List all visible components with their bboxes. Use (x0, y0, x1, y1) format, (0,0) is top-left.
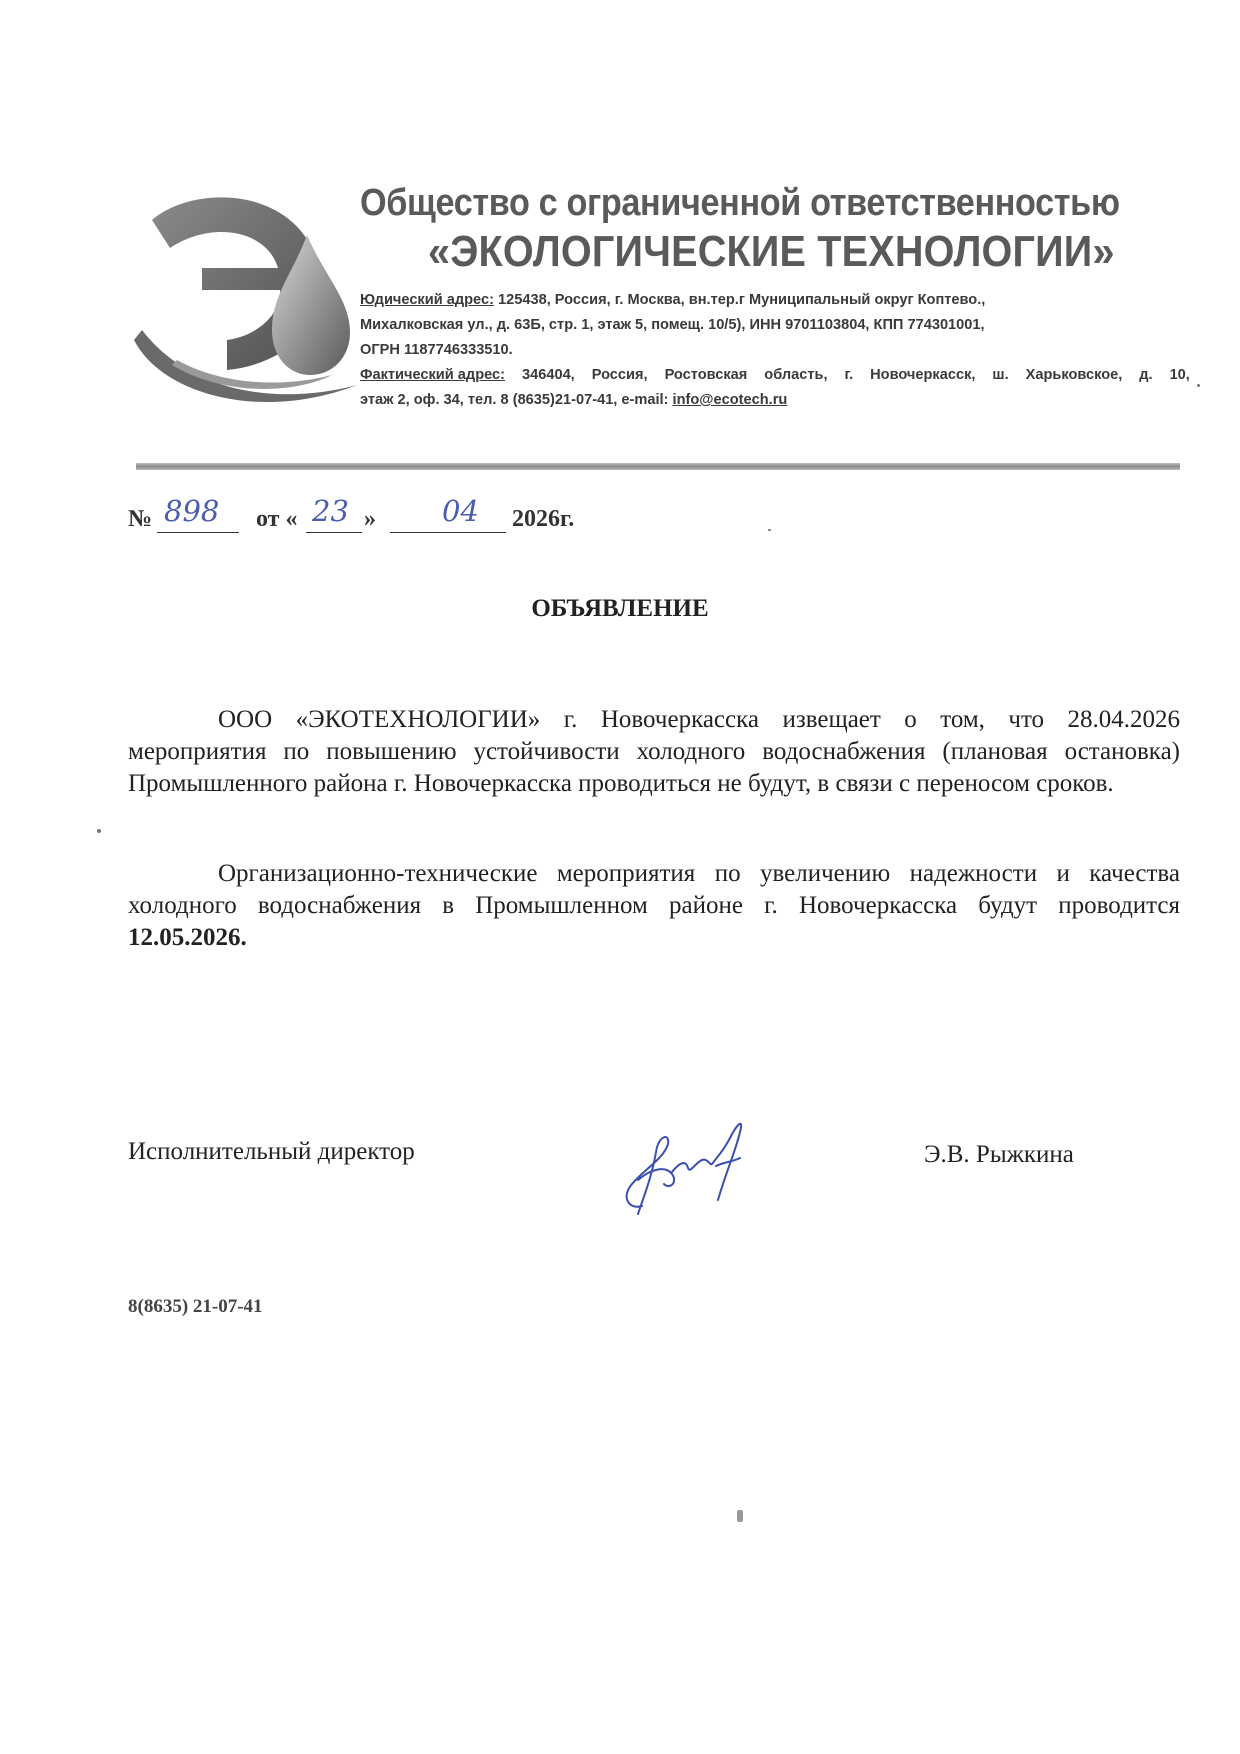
company-name-line1: Общество с ограниченной ответственностью (360, 182, 1120, 224)
company-logo-icon (132, 190, 364, 420)
email-link[interactable]: info@ecotech.ru (672, 392, 788, 408)
scan-speck (768, 529, 771, 531)
signatory-name: Э.В. Рыжкина (924, 1141, 1074, 1168)
actual-address-word: Харьковское, (1025, 367, 1123, 383)
legal-address-line3: ОГРН 1187746333510. (360, 342, 513, 358)
actual-address-word: Россия, (591, 367, 648, 383)
paragraph-2-text (128, 858, 1180, 954)
document-title: ОБЪЯВЛЕНИЕ (531, 595, 709, 622)
signatory-role: Исполнительный директор (128, 1138, 415, 1165)
announcement-paragraph-1 (128, 704, 1180, 800)
legal-address-line1 (360, 288, 1190, 313)
actual-address-line2 (360, 388, 1190, 413)
close-quote: » (364, 506, 376, 532)
actual-address-word: Ростовская (664, 367, 748, 383)
actual-address-word: 10, (1169, 367, 1190, 383)
header-divider (136, 463, 1180, 470)
handwritten-signature-icon (612, 1110, 762, 1220)
paragraph-2-body: Организационно-технические мероприятия по увеличению надежности и качества холодного водоснабжения в Промышленном районе г. Новочеркасска будут проводится (128, 860, 1180, 919)
actual-address-word: г. (844, 367, 854, 383)
actual-address-word: область, (764, 367, 828, 383)
from-label: от « (256, 506, 298, 532)
actual-address-word: Новочеркасск, (870, 367, 976, 383)
number-sign: № (128, 506, 153, 532)
contact-phone: 8(8635) 21-07-41 (128, 1296, 263, 1317)
actual-address-word: ш. (992, 367, 1009, 383)
actual-address-word: д. (1139, 367, 1153, 383)
announcement-paragraph-2 (128, 858, 1180, 954)
paragraph-1-text: ООО «ЭКОТЕХНОЛОГИИ» г. Новочеркасска извещает о том, что 28.04.2026 мероприятия по повышению устойчивости холодного водоснабжения (плановая остановка) Промышленного района г. Новочеркасска проводиться не будут, в связи с переносом сроков. (128, 706, 1180, 797)
year-text: 2026г. (512, 506, 575, 532)
new-date: 12.05.2026. (128, 924, 247, 951)
legal-address-line2: Михалковская ул., д. 63Б, стр. 1, этаж 5, помещ. 10/5), ИНН 9701103804, КПП 774301001, (360, 317, 985, 333)
actual-address-label: Фактический адрес: (360, 367, 506, 383)
day-handwritten: 23 (312, 494, 349, 528)
month-blank (390, 532, 506, 533)
company-addresses (360, 288, 1190, 413)
company-name-line2: «ЭКОЛОГИЧЕСКИЕ ТЕХНОЛОГИИ» (428, 227, 1115, 276)
legal-address-text1: 125438, Россия, г. Москва, вн.тер.г Муниципальный округ Коптево., (498, 292, 986, 308)
actual-address-text2: этаж 2, оф. 34, тел. 8 (8635)21-07-41, e-mail: (360, 392, 669, 408)
scan-speck (737, 1510, 743, 1522)
actual-address-line1 (360, 363, 1190, 388)
legal-address-label: Юдический адрес: (360, 292, 494, 308)
number-blank (157, 532, 239, 533)
scan-speck (1197, 384, 1200, 387)
day-blank (306, 532, 362, 533)
registration-line (128, 496, 828, 536)
month-handwritten: 04 (442, 494, 479, 528)
number-handwritten: 898 (164, 494, 220, 528)
scan-speck (97, 829, 101, 833)
company-name (360, 180, 1192, 278)
actual-address-word: 346404, (521, 367, 575, 383)
